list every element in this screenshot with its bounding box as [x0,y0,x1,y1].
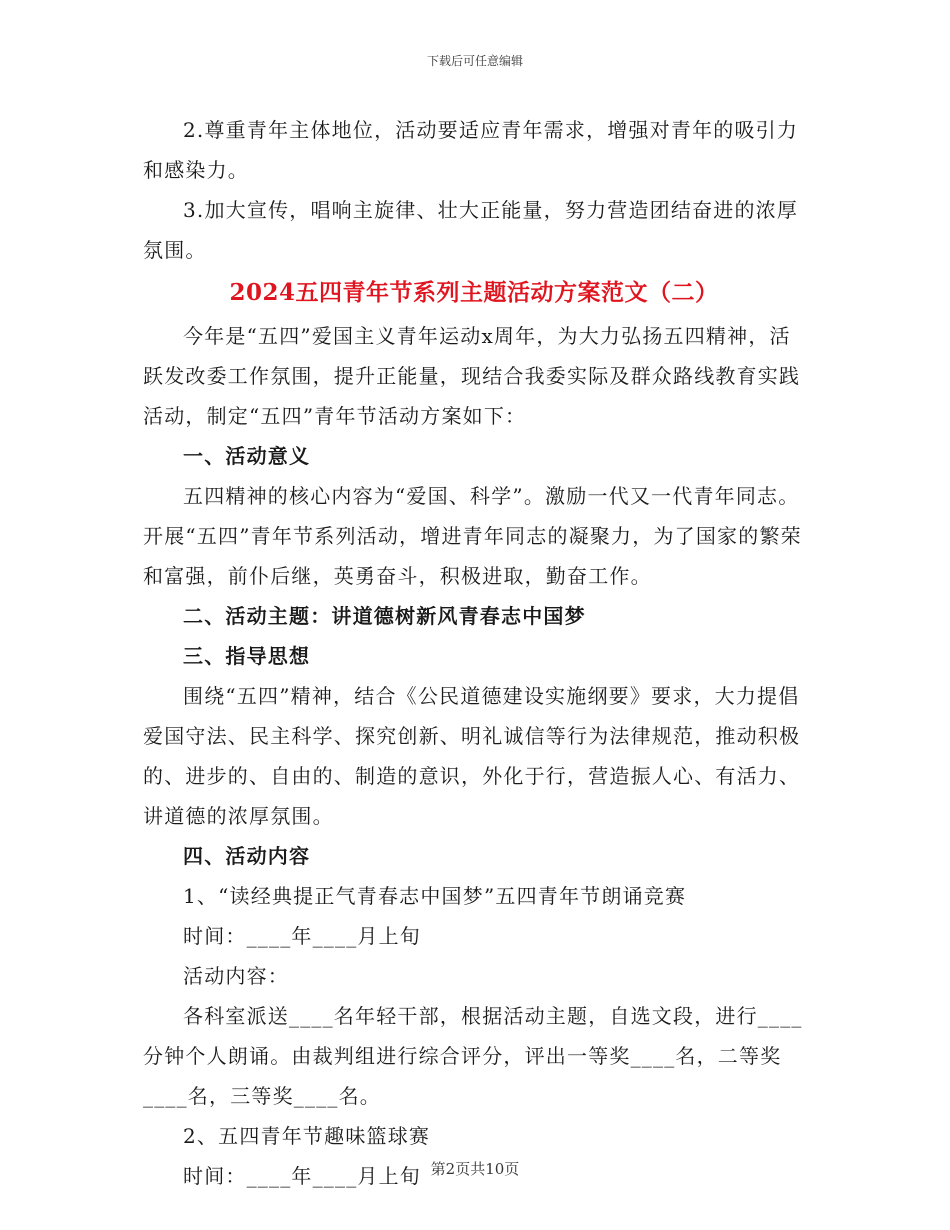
document-body [143,110,805,1196]
activity-2-time: 时间：____年____月上旬 [183,1164,421,1188]
page-header: 下载后可任意编辑 [426,54,523,68]
activity-1-content: 各科室派送____名年轻干部，根据活动主题，自选文段，进行____分钟个人朗诵。由裁判组进行综合评分，评出一等奖____名，二等奖____名，三等奖____名。 [143,1004,803,1108]
section-heading-activities: 四、活动内容 [183,844,311,868]
section-heading-guiding-thought: 三、指导思想 [183,644,311,668]
document-title: 2024五四青年节系列主题活动方案范文（二） [229,279,719,306]
activity-1-content-label: 活动内容： [183,964,289,988]
paragraph-point-3: 3.加大宣传，唱响主旋律、壮大正能量，努力营造团结奋进的浓厚氛围。 [143,198,799,262]
intro-paragraph: 今年是“五四”爱国主义青年运动x周年，为大力弘扬五四精神，活跃发改委工作氛围，提升正能量，现结合我委实际及群众路线教育实践活动，制定“五四”青年节活动方案如下： [143,324,801,428]
activity-1-title: 1、“读经典提正气青春志中国梦”五四青年节朗诵竞赛 [183,884,687,908]
paragraph-point-2: 2.尊重青年主体地位，活动要适应青年需求，增强对青年的吸引力和感染力。 [143,118,799,182]
section-heading-significance: 一、活动意义 [183,444,311,468]
section-text-significance: 五四精神的核心内容为“爱国、科学”。激励一代又一代青年同志。开展“五四”青年节系列活动，增进青年同志的凝聚力，为了国家的繁荣和富强，前仆后继，英勇奋斗，积极进取，勤奋工作。 [143,484,802,588]
section-text-guiding-thought: 围绕“五四”精神，结合《公民道德建设实施纲要》要求，大力提倡爱国守法、民主科学、探究创新、明礼诚信等行为法律规范，推动积极的、进步的、自由的、制造的意识，外化于行，营造振人心、有活力、讲道德的浓厚氛围。 [143,684,801,828]
activity-2-title: 2、五四青年节趣味篮球赛 [183,1124,431,1148]
page-footer: 第2页共10页 [430,1160,520,1178]
section-heading-theme: 二、活动主题：讲道德树新风青春志中国梦 [183,604,586,628]
activity-1-time: 时间：____年____月上旬 [183,924,421,948]
